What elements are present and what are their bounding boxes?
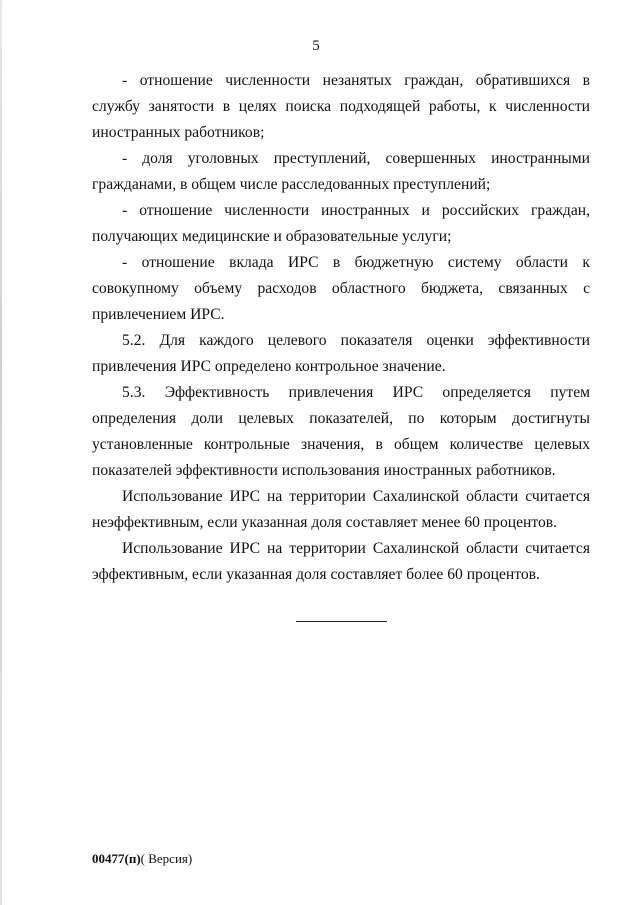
page-number: 5 (312, 38, 320, 54)
end-separator-line (296, 621, 387, 622)
paragraph-inefficient-condition: Использование ИРС на территории Сахалинской области считается неэффективным, если указанная доля составляет менее 60 процентов. (92, 488, 590, 531)
paragraph-indicator-unemployed-ratio: - отношение численности незанятых граждан, обратившихся в службу занятости в целях поиска подходящей работы, к численности иностранных работников; (92, 72, 590, 141)
paragraph-indicator-crime-share: - доля уголовных преступлений, совершенных иностранными гражданами, в общем числе расследованных преступлений; (92, 150, 590, 193)
scan-edge (0, 0, 2, 905)
paragraph-indicator-services-ratio: - отношение численности иностранных и российских граждан, получающих медицинские и образовательные услуги; (92, 202, 590, 245)
document-body (92, 68, 590, 588)
paragraph-5-2: 5.2. Для каждого целевого показателя оценки эффективности привлечения ИРС определено контрольное значение. (92, 332, 590, 375)
footer-document-code (92, 851, 192, 867)
footer-version: ( Версия) (140, 851, 193, 866)
footer-code: 00477(п) (92, 851, 141, 866)
paragraph-5-3: 5.3. Эффективность привлечения ИРС определяется путем определения доли целевых показателей, по которым достигнуты установленные контрольные значения, в общем количестве целевых показателей эффективности использования иностранных работников. (92, 384, 590, 479)
paragraph-efficient-condition: Использование ИРС на территории Сахалинской области считается эффективным, если указанная доля составляет более 60 процентов. (92, 540, 590, 583)
paragraph-indicator-budget-contribution: - отношение вклада ИРС в бюджетную систему области к совокупному объему расходов областного бюджета, связанных с привлечением ИРС. (92, 254, 590, 323)
